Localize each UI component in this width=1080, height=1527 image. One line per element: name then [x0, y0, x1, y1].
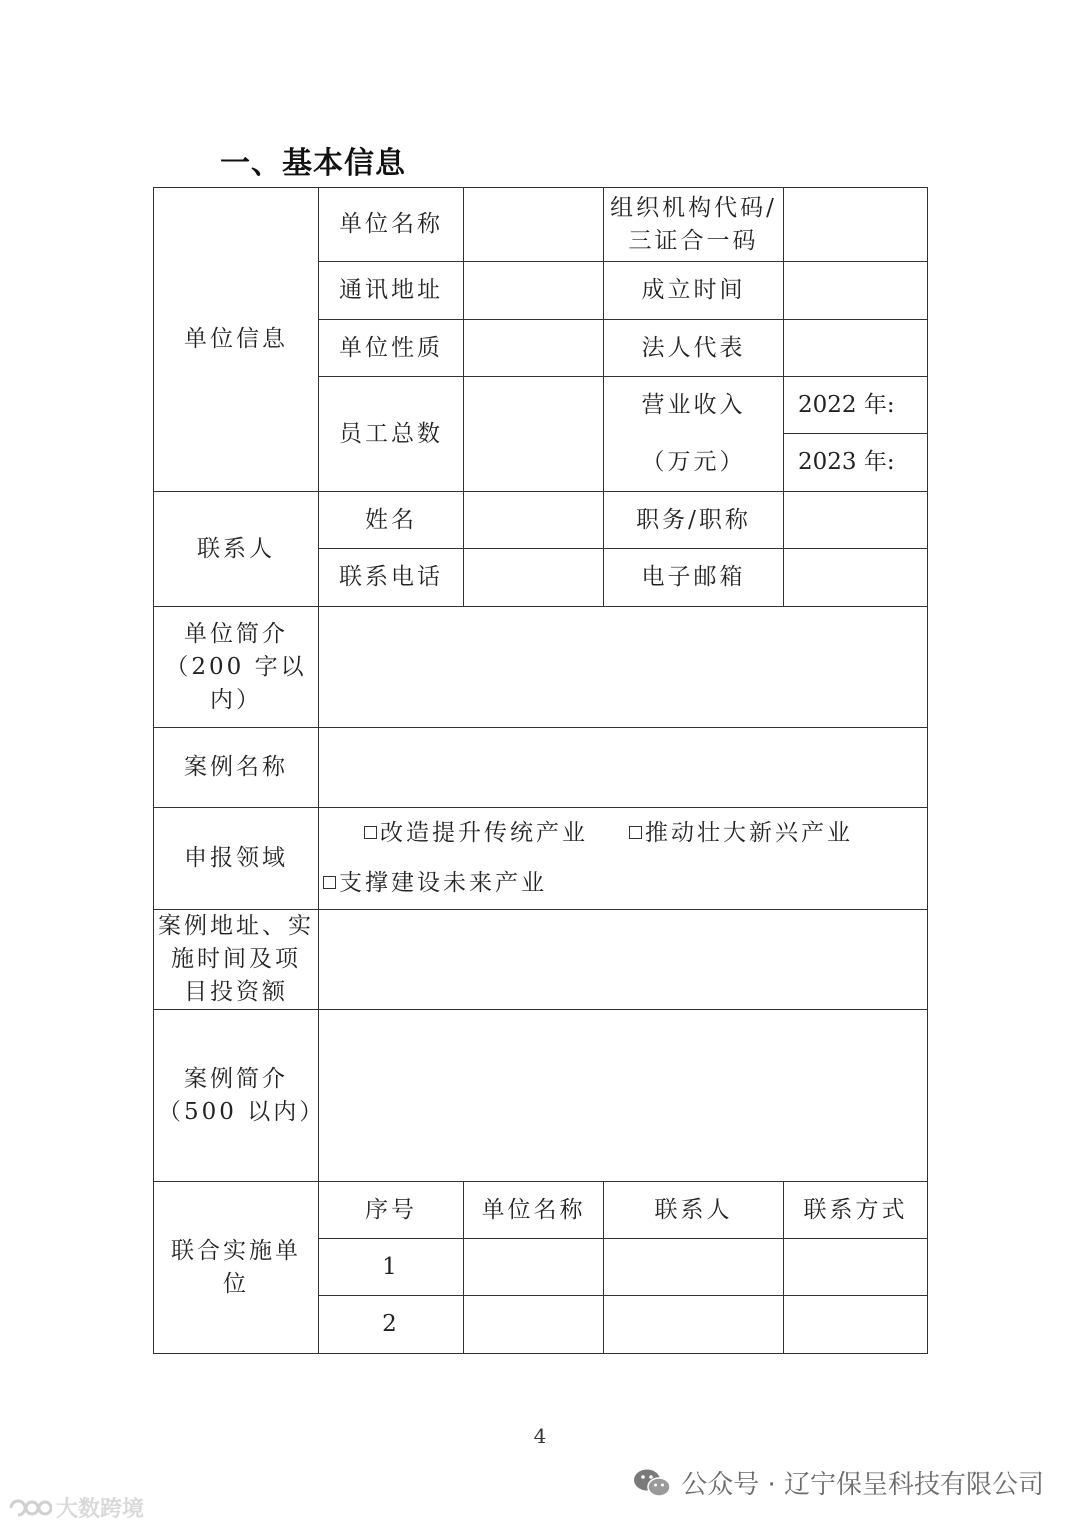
contact-email-field[interactable]	[784, 549, 928, 607]
revenue-2022-field[interactable]: 2022 年:	[784, 377, 928, 434]
contact-title-label: 职务/职称	[604, 492, 784, 549]
watermark-text: 公众号 · 辽宁保呈科技有限公司	[681, 1470, 1044, 1500]
intro-field[interactable]	[319, 607, 928, 728]
joint-label: 联合实施单 位	[154, 1182, 319, 1354]
contact-phone-label: 联系电话	[319, 549, 464, 607]
option-traditional[interactable]: 改造提升传统产业	[323, 817, 629, 850]
address-field[interactable]	[464, 262, 604, 320]
legal-rep-label: 法人代表	[604, 320, 784, 377]
wechat-icon	[633, 1468, 671, 1498]
case-name-field[interactable]	[319, 728, 928, 808]
joint-row-index: 1	[319, 1239, 464, 1296]
contact-label: 联系人	[154, 492, 319, 607]
contact-title-field[interactable]	[784, 492, 928, 549]
revenue-2023-field[interactable]: 2023 年:	[784, 434, 928, 492]
brand-logo-icon	[8, 1497, 52, 1519]
unit-name-label: 单位名称	[319, 188, 464, 262]
joint-method-field[interactable]	[784, 1239, 928, 1296]
address-label: 通讯地址	[319, 262, 464, 320]
page-number: 4	[533, 1424, 547, 1448]
joint-contact-field[interactable]	[604, 1296, 784, 1354]
option-emerging[interactable]: 推动壮大新兴产业	[629, 817, 853, 850]
checkbox-icon[interactable]	[629, 826, 642, 839]
joint-method-field[interactable]	[784, 1296, 928, 1354]
unit-name-field[interactable]	[464, 188, 604, 262]
option-future[interactable]: 支撑建设未来产业	[323, 867, 547, 900]
org-code-label: 组织机构代码/ 三证合一码	[604, 188, 784, 262]
brand-watermark-text: 大数跨境	[56, 1497, 145, 1522]
joint-header-unit: 单位名称	[464, 1182, 604, 1239]
employees-field[interactable]	[464, 377, 604, 492]
case-intro-field[interactable]	[319, 1010, 928, 1182]
founded-field[interactable]	[784, 262, 928, 320]
unit-info-label: 单位信息	[154, 188, 319, 492]
checkbox-icon[interactable]	[364, 826, 377, 839]
section-title: 一、基本信息	[220, 146, 406, 181]
contact-email-label: 电子邮箱	[604, 549, 784, 607]
case-address-field[interactable]	[319, 910, 928, 1010]
org-code-field[interactable]	[784, 188, 928, 262]
joint-row-index: 2	[319, 1296, 464, 1354]
checkbox-icon[interactable]	[323, 876, 336, 889]
case-intro-label: 案例简介 （500 以内）	[154, 1010, 319, 1182]
contact-phone-field[interactable]	[464, 549, 604, 607]
joint-header-contact: 联系人	[604, 1182, 784, 1239]
legal-rep-field[interactable]	[784, 320, 928, 377]
basic-info-form	[153, 187, 928, 1354]
contact-name-field[interactable]	[464, 492, 604, 549]
employees-label: 员工总数	[319, 377, 464, 492]
joint-header-index: 序号	[319, 1182, 464, 1239]
founded-label: 成立时间	[604, 262, 784, 320]
contact-name-label: 姓名	[319, 492, 464, 549]
joint-unit-field[interactable]	[464, 1239, 604, 1296]
case-address-label: 案例地址、实 施时间及项 目投资额	[154, 910, 319, 1010]
field-options	[319, 808, 928, 910]
revenue-label: 营业收入 （万元）	[604, 377, 784, 492]
field-label: 申报领域	[154, 808, 319, 910]
nature-field[interactable]	[464, 320, 604, 377]
nature-label: 单位性质	[319, 320, 464, 377]
case-name-label: 案例名称	[154, 728, 319, 808]
intro-label: 单位简介 （200 字以 内）	[154, 607, 319, 728]
joint-contact-field[interactable]	[604, 1239, 784, 1296]
joint-header-method: 联系方式	[784, 1182, 928, 1239]
joint-unit-field[interactable]	[464, 1296, 604, 1354]
watermark-wechat	[633, 1464, 1044, 1501]
watermark-brand	[8, 1492, 144, 1523]
